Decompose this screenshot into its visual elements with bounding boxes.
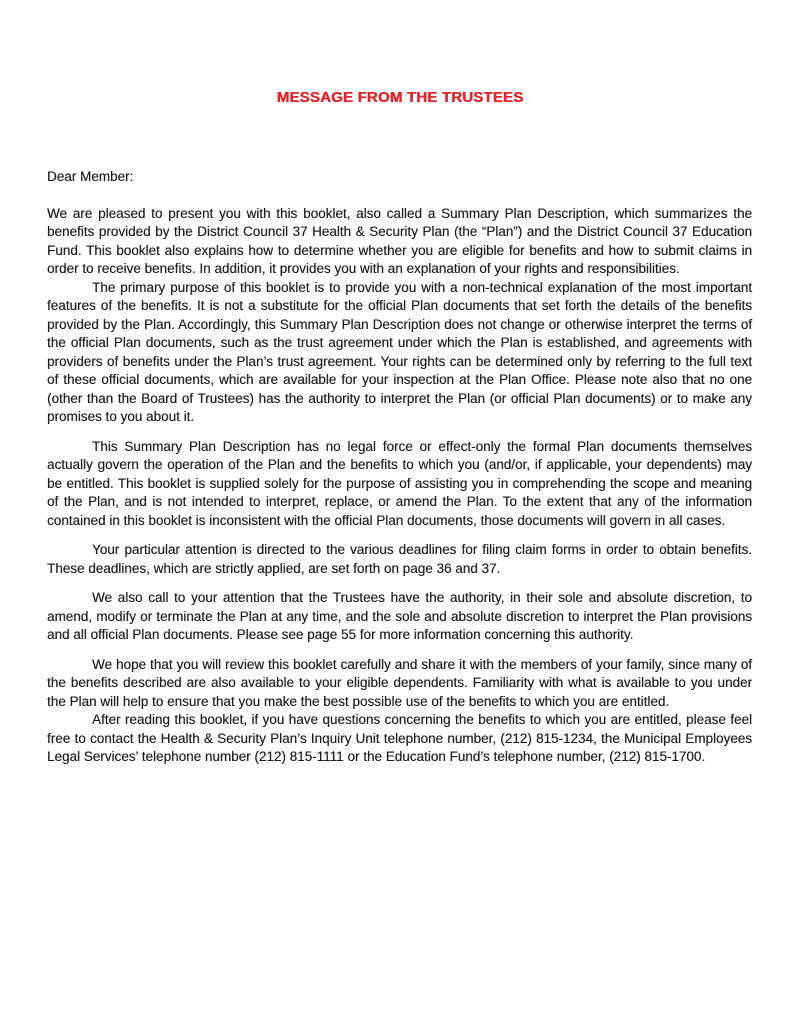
letter-paragraph-6: We hope that you will review this booklet carefully and share it with the members of your family, since many of the benefits described are also available to your eligible dependents. Familiarity with what is available to you under the Plan will help to ensure that you make the best possible use of the benefits to which you are entitled. <box>47 656 752 709</box>
letter-paragraph-4: Your particular attention is directed to the various deadlines for filing claim forms in order to obtain benefits. These deadlines, which are strictly applied, are set forth on page 36 and 37. <box>47 542 752 576</box>
letter-paragraph-1: We are pleased to present you with this booklet, also called a Summary Plan Description, which summarizes the benefits provided by the District Council 37 Health & Security Plan (the “Plan”) and the District Council 37 Education Fund. This booklet also explains how to determine whether you are eligible for benefits and how to submit claims in order to receive benefits. In addition, it provides you with an explanation of your rights and responsibilities. <box>47 205 752 276</box>
salutation: Dear Member: <box>47 169 134 184</box>
letter-paragraph-2: The primary purpose of this booklet is to provide you with a non-technical explanation of the most important features of the benefits. It is not a substitute for the official Plan documents that set forth the details of the benefits provided by the Plan. Accordingly, this Summary Plan Description does not change or otherwise interpret the terms of the official Plan documents, such as the trust agreement under which the Plan is established, and agreements with providers of benefits under the Plan’s trust agreement. Your rights can be determined only by referring to the full text of these official documents, which are available for your inspection at the Plan Office. Please note also that no one (other than the Board of Trustees) has the authority to interpret the Plan (or official Plan documents) or to make any promises to you about it. <box>47 279 752 424</box>
page-title: MESSAGE FROM THE TRUSTEES <box>276 89 524 106</box>
letter-paragraph-5: We also call to your attention that the Trustees have the authority, in their sole and absolute discretion, to amend, modify or terminate the Plan at any time, and the sole and absolute discretion to interpret the Plan provisions and all official Plan documents. Please see page 55 for more information concerning this authority. <box>47 590 752 642</box>
letter-paragraph-7: After reading this booklet, if you have questions concerning the benefits to which you are entitled, please feel free to contact the Health & Security Plan’s Inquiry Unit telephone number, (212) 815-1234, the Municipal Employees Legal Services’ telephone number (212) 815-1111 or the Education Fund’s telephone number, (212) 815-1700. <box>47 712 752 764</box>
letter-paragraph-3: This Summary Plan Description has no legal force or effect-only the formal Plan documents themselves actually govern the operation of the Plan and the benefits to which you (and/or, if applicable, your dependents) may be entitled. This booklet is supplied solely for the purpose of assisting you in comprehending the scope and meaning of the Plan, and is not intended to interpret, replace, or amend the Plan. To the extent that any of the information contained in this booklet is inconsistent with the official Plan documents, those documents will govern in all cases. <box>47 438 752 528</box>
letter-body <box>47 168 752 767</box>
